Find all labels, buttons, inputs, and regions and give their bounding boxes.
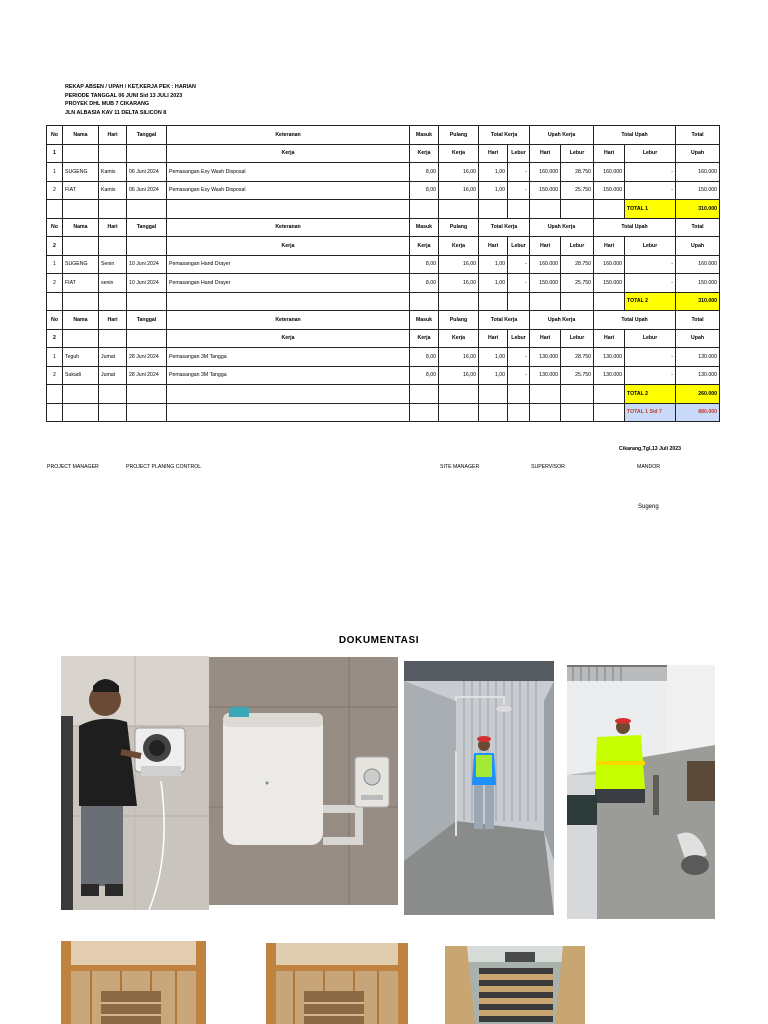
col-header-keterangan: Keteranan [167, 126, 410, 145]
empty-cell [561, 403, 594, 422]
table-subheader-row [47, 329, 720, 348]
table-subheader-row [47, 237, 720, 256]
photo-hand-dryer [209, 657, 398, 905]
empty-cell [594, 292, 625, 311]
empty-cell [63, 237, 99, 256]
section-total-row [47, 292, 720, 311]
cell-nama: SUGENG [63, 163, 99, 182]
cell-no: 2 [47, 181, 63, 200]
empty-cell [561, 292, 594, 311]
cell-total-upah: 130.000 [676, 366, 720, 385]
empty-cell [63, 292, 99, 311]
col-header-keterangan: Keteranan [167, 218, 410, 237]
section-total-label: TOTAL 2 [625, 292, 676, 311]
col-header-upah: Upah [676, 237, 720, 256]
col-header-hari: Hari [99, 311, 127, 330]
col-header-hari: Hari [479, 144, 508, 163]
col-header-masuk: Masuk [410, 218, 439, 237]
role-site-manager: SITE MANAGER [440, 464, 480, 470]
cell-nama: FIAT [63, 274, 99, 293]
col-header-upah-kerja: Upah Kerja [530, 126, 594, 145]
cell-tanggal: 06 Juni 2024 [127, 163, 167, 182]
cell-total-hari: 130.000 [594, 348, 625, 367]
empty-cell [410, 200, 439, 219]
cell-masuk: 8,00 [410, 274, 439, 293]
documentation-title: DOKUMENTASI [338, 635, 420, 646]
col-header-lebur: Lebur [561, 144, 594, 163]
cell-hari: senin [99, 274, 127, 293]
col-header-total-kerja: Total Kerja [479, 218, 530, 237]
cell-total-lebur: - [625, 274, 676, 293]
col-header-total-upah: Total Upah [594, 311, 676, 330]
col-header-tanggal: Tanggal [127, 218, 167, 237]
cell-total-lebur: - [625, 348, 676, 367]
cell-keterangan: Pemasangan Hand Drayer [167, 255, 410, 274]
cell-total-hari: 130.000 [594, 366, 625, 385]
cell-total-hari: 150.000 [594, 181, 625, 200]
col-header-masuk-kerja: Kerja [410, 329, 439, 348]
grand-total-value: 880.000 [676, 403, 720, 422]
cell-tanggal: 28 Juni 2024 [127, 348, 167, 367]
empty-cell [508, 403, 530, 422]
section-total-value: 260.000 [676, 385, 720, 404]
cell-hari: Kamis [99, 163, 127, 182]
col-header-hari: Hari [479, 237, 508, 256]
cell-hari: Senin [99, 255, 127, 274]
col-header-upah: Upah [676, 329, 720, 348]
section-total-label: TOTAL 1 [625, 200, 676, 219]
cell-total-hari: 160.000 [594, 163, 625, 182]
col-header-masuk: Masuk [410, 311, 439, 330]
cell-nama: SUGENG [63, 255, 99, 274]
empty-cell [167, 385, 410, 404]
cell-hari: Kamis [99, 181, 127, 200]
empty-cell [63, 329, 99, 348]
col-header-lebur: Lebur [561, 329, 594, 348]
empty-cell [127, 403, 167, 422]
table-row [47, 163, 720, 182]
cell-no: 1 [47, 163, 63, 182]
cell-total-upah: 160.000 [676, 255, 720, 274]
cell-pulang: 16,00 [439, 274, 479, 293]
col-header-lebur: Lebur [508, 237, 530, 256]
empty-cell [530, 200, 561, 219]
col-header-pulang: Pulang [439, 311, 479, 330]
header-title: REKAP ABSEN / UPAH / KET,KERJA PEK : HARIAN [65, 84, 196, 90]
col-header-masuk: Masuk [410, 126, 439, 145]
cell-upah-lebur: 28.750 [561, 163, 594, 182]
empty-cell [530, 385, 561, 404]
cell-tanggal: 10 Juni 2024 [127, 255, 167, 274]
col-header-total-upah: Total Upah [594, 218, 676, 237]
empty-cell [127, 144, 167, 163]
cell-no: 2 [47, 274, 63, 293]
col-header-kerja: Kerja [167, 237, 410, 256]
cell-keterangan: Pemasangan 3M Tangga [167, 366, 410, 385]
header-project: PROYEK DHL MUB 7 CIKARANG [65, 101, 150, 107]
col-header-total: Total [676, 218, 720, 237]
col-header-hari: Hari [530, 144, 561, 163]
table-header-row [47, 218, 720, 237]
cell-pulang: 16,00 [439, 163, 479, 182]
photo-worker-shower-installation [404, 661, 554, 915]
col-header-lebur: Lebur [625, 237, 676, 256]
empty-cell [530, 292, 561, 311]
cell-total-lebur: - [625, 163, 676, 182]
cell-nama: FIAT [63, 181, 99, 200]
col-header-masuk-kerja: Kerja [410, 144, 439, 163]
empty-cell [167, 403, 410, 422]
col-header-total: Total [676, 311, 720, 330]
empty-cell [508, 200, 530, 219]
cell-hari-kerja: 1,00 [479, 366, 508, 385]
col-header-no: No [47, 311, 63, 330]
cell-pulang: 16,00 [439, 255, 479, 274]
col-header-kerja: Kerja [167, 329, 410, 348]
col-header-kerja: Kerja [167, 144, 410, 163]
col-header-hari: Hari [594, 237, 625, 256]
cell-upah-hari: 150.000 [530, 274, 561, 293]
cell-tanggal: 28 Juni 2024 [127, 366, 167, 385]
photo-staircase-1 [61, 941, 206, 1024]
empty-cell [410, 292, 439, 311]
col-header-lebur: Lebur [625, 329, 676, 348]
cell-lebur-kerja: - [508, 181, 530, 200]
empty-cell [63, 385, 99, 404]
cell-total-lebur: - [625, 255, 676, 274]
empty-cell [561, 385, 594, 404]
grand-total-row [47, 403, 720, 422]
col-header-tanggal: Tanggal [127, 311, 167, 330]
cell-total-upah: 130.000 [676, 348, 720, 367]
col-header-total-upah: Total Upah [594, 126, 676, 145]
empty-cell [439, 403, 479, 422]
col-header-lebur: Lebur [508, 329, 530, 348]
cell-no: 2 [47, 366, 63, 385]
cell-tanggal: 06 Juni 2024 [127, 181, 167, 200]
cell-upah-lebur: 25.750 [561, 274, 594, 293]
empty-cell [594, 200, 625, 219]
col-header-hari: Hari [530, 329, 561, 348]
empty-cell [47, 292, 63, 311]
cell-masuk: 8,00 [410, 255, 439, 274]
cell-upah-lebur: 28.750 [561, 348, 594, 367]
col-header-hari: Hari [479, 329, 508, 348]
col-header-keterangan: Keteranan [167, 311, 410, 330]
grand-total-label: TOTAL 1 Sid 7 [625, 403, 676, 422]
col-header-pulang: Pulang [439, 126, 479, 145]
col-header-lebur: Lebur [508, 144, 530, 163]
cell-hari: Jumat [99, 366, 127, 385]
empty-cell [127, 200, 167, 219]
cell-upah-hari: 160.000 [530, 163, 561, 182]
section-number: 2 [47, 329, 63, 348]
cell-total-upah: 160.000 [676, 163, 720, 182]
cell-lebur-kerja: - [508, 348, 530, 367]
empty-cell [530, 403, 561, 422]
cell-no: 1 [47, 348, 63, 367]
empty-cell [479, 200, 508, 219]
empty-cell [99, 329, 127, 348]
empty-cell [99, 237, 127, 256]
empty-cell [99, 144, 127, 163]
cell-lebur-kerja: - [508, 163, 530, 182]
cell-total-upah: 150.000 [676, 274, 720, 293]
section-number: 2 [47, 237, 63, 256]
place-date: Cikarang,Tgl,13 Juli 2023 [619, 446, 681, 452]
empty-cell [508, 292, 530, 311]
col-header-lebur: Lebur [625, 144, 676, 163]
attendance-wage-table [46, 125, 720, 422]
table-header-row [47, 126, 720, 145]
empty-cell [561, 200, 594, 219]
cell-hari-kerja: 1,00 [479, 274, 508, 293]
header-address: JLN ALBASIA KAV 11 DELTA SILICON 8 [65, 109, 167, 116]
empty-cell [127, 385, 167, 404]
cell-masuk: 8,00 [410, 163, 439, 182]
col-header-total-kerja: Total Kerja [479, 126, 530, 145]
col-header-total-kerja: Total Kerja [479, 311, 530, 330]
cell-lebur-kerja: - [508, 366, 530, 385]
role-mandor: MANDOR [637, 464, 661, 470]
cell-hari-kerja: 1,00 [479, 163, 508, 182]
photo-staircase-2 [266, 943, 408, 1024]
section-number: 1 [47, 144, 63, 163]
cell-upah-hari: 160.000 [530, 255, 561, 274]
cell-upah-hari: 130.000 [530, 366, 561, 385]
cell-total-hari: 160.000 [594, 255, 625, 274]
cell-upah-lebur: 25.750 [561, 181, 594, 200]
cell-nama: Teguh [63, 348, 99, 367]
empty-cell [594, 403, 625, 422]
empty-cell [167, 292, 410, 311]
section-total-row [47, 200, 720, 219]
report-header [65, 83, 196, 117]
col-header-pulang-kerja: Kerja [439, 329, 479, 348]
cell-pulang: 16,00 [439, 348, 479, 367]
table-header-row [47, 311, 720, 330]
col-header-tanggal: Tanggal [127, 126, 167, 145]
cell-keterangan: Pemasangan 3M Tangga [167, 348, 410, 367]
empty-cell [410, 385, 439, 404]
cell-masuk: 8,00 [410, 181, 439, 200]
col-header-no: No [47, 126, 63, 145]
photo-worker-installing-dispenser [61, 656, 209, 910]
col-header-hari: Hari [530, 237, 561, 256]
cell-upah-hari: 150.000 [530, 181, 561, 200]
cell-hari-kerja: 1,00 [479, 255, 508, 274]
empty-cell [439, 200, 479, 219]
empty-cell [127, 292, 167, 311]
cell-pulang: 16,00 [439, 366, 479, 385]
cell-nama: Sukadi [63, 366, 99, 385]
col-header-pulang-kerja: Kerja [439, 144, 479, 163]
empty-cell [479, 385, 508, 404]
empty-cell [167, 200, 410, 219]
col-header-hari: Hari [99, 218, 127, 237]
empty-cell [47, 403, 63, 422]
empty-cell [63, 144, 99, 163]
empty-cell [479, 403, 508, 422]
signer-name: Sugeng [638, 504, 659, 510]
section-total-row [47, 385, 720, 404]
role-supervisor: SUPERVISOR [531, 464, 565, 470]
cell-hari-kerja: 1,00 [479, 348, 508, 367]
table-subheader-row [47, 144, 720, 163]
empty-cell [594, 385, 625, 404]
empty-cell [479, 292, 508, 311]
cell-keterangan: Pemasangan Hand Drayer [167, 274, 410, 293]
empty-cell [63, 200, 99, 219]
table-row [47, 348, 720, 367]
col-header-hari: Hari [594, 144, 625, 163]
cell-hari: Jumat [99, 348, 127, 367]
cell-tanggal: 10 Juni 2024 [127, 274, 167, 293]
empty-cell [508, 385, 530, 404]
cell-masuk: 8,00 [410, 348, 439, 367]
cell-upah-lebur: 28.750 [561, 255, 594, 274]
col-header-hari: Hari [594, 329, 625, 348]
cell-lebur-kerja: - [508, 274, 530, 293]
section-total-value: 310.000 [676, 292, 720, 311]
cell-keterangan: Pemasangan Esy Wash Disposal [167, 163, 410, 182]
header-period: PERIODE TANGGAL 06 JUNI Sid 13 JULI 2023 [65, 92, 183, 99]
empty-cell [47, 385, 63, 404]
empty-cell [439, 385, 479, 404]
table-row [47, 366, 720, 385]
empty-cell [63, 403, 99, 422]
photo-worker-kneeling [567, 665, 715, 919]
empty-cell [410, 403, 439, 422]
col-header-upah-kerja: Upah Kerja [530, 218, 594, 237]
col-header-pulang: Pulang [439, 218, 479, 237]
col-header-pulang-kerja: Kerja [439, 237, 479, 256]
table-row [47, 274, 720, 293]
cell-upah-lebur: 25.750 [561, 366, 594, 385]
cell-lebur-kerja: - [508, 255, 530, 274]
empty-cell [99, 292, 127, 311]
col-header-nama: Nama [63, 218, 99, 237]
col-header-upah: Upah [676, 144, 720, 163]
col-header-hari: Hari [99, 126, 127, 145]
empty-cell [127, 329, 167, 348]
section-total-value: 310.000 [676, 200, 720, 219]
table-row [47, 255, 720, 274]
col-header-nama: Nama [63, 126, 99, 145]
cell-no: 1 [47, 255, 63, 274]
col-header-upah-kerja: Upah Kerja [530, 311, 594, 330]
cell-total-hari: 150.000 [594, 274, 625, 293]
cell-total-upah: 150.000 [676, 181, 720, 200]
photo-stair-steps [445, 946, 585, 1024]
cell-pulang: 16,00 [439, 181, 479, 200]
cell-keterangan: Pemasangan Esy Wash Disposal [167, 181, 410, 200]
empty-cell [99, 385, 127, 404]
empty-cell [47, 200, 63, 219]
col-header-total: Total [676, 126, 720, 145]
table-row [47, 181, 720, 200]
col-header-masuk-kerja: Kerja [410, 237, 439, 256]
empty-cell [99, 403, 127, 422]
cell-total-lebur: - [625, 366, 676, 385]
role-project-planning-control: PROJECT PLANING CONTROL [126, 464, 202, 470]
col-header-no: No [47, 218, 63, 237]
col-header-nama: Nama [63, 311, 99, 330]
col-header-lebur: Lebur [561, 237, 594, 256]
empty-cell [99, 200, 127, 219]
empty-cell [127, 237, 167, 256]
section-total-label: TOTAL 2 [625, 385, 676, 404]
cell-upah-hari: 130.000 [530, 348, 561, 367]
role-project-manager: PROJECT MANAGER [47, 464, 99, 470]
cell-total-lebur: - [625, 181, 676, 200]
cell-hari-kerja: 1,00 [479, 181, 508, 200]
empty-cell [439, 292, 479, 311]
cell-masuk: 8,00 [410, 366, 439, 385]
